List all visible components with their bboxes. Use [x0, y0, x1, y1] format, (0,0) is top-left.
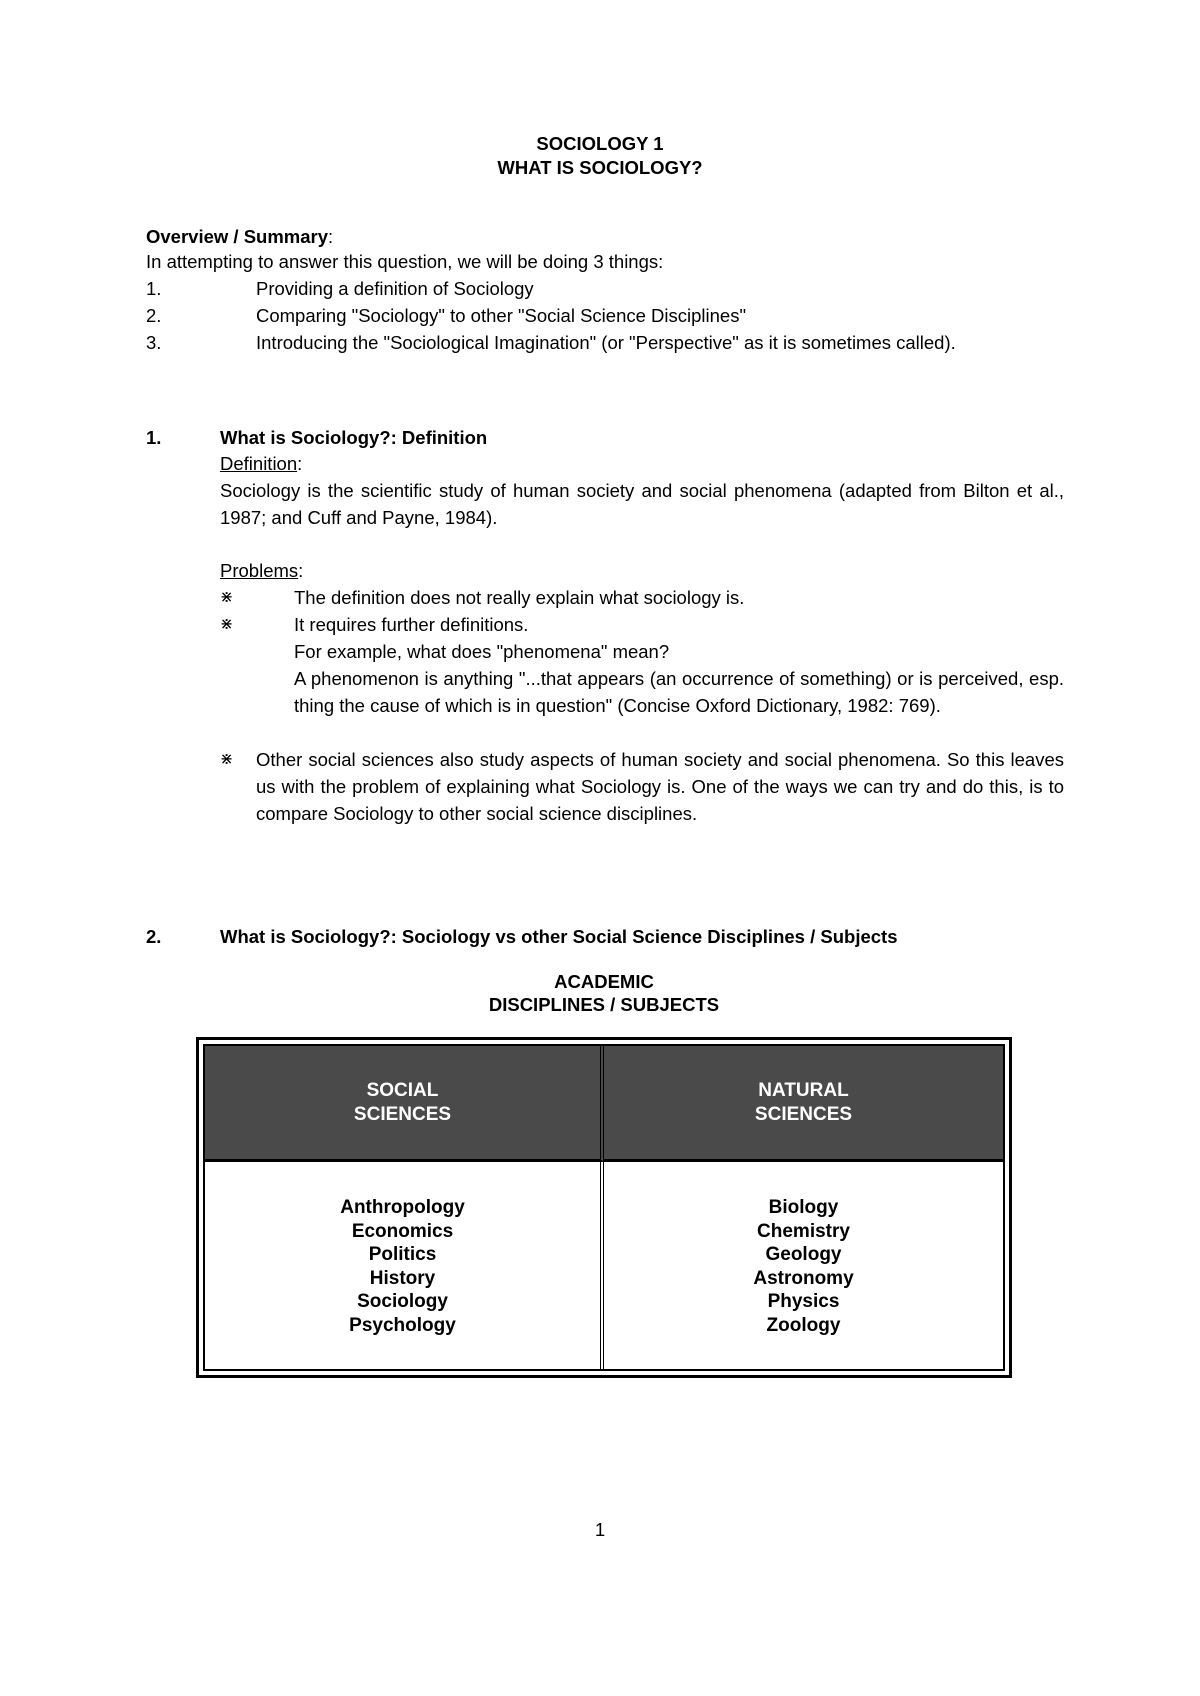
- bullet-icon: ⋇: [220, 616, 234, 633]
- bullet-icon: ⋇: [220, 751, 234, 768]
- overview-colon: :: [328, 226, 334, 247]
- list-item: Geology: [765, 1244, 842, 1265]
- problems-label: Problems: [220, 560, 299, 581]
- natural-sciences-header-line2: SCIENCES: [754, 1103, 853, 1125]
- overview-heading-line: [146, 223, 333, 250]
- list-item: Economics: [351, 1220, 454, 1242]
- problems-label-line: Problems:: [220, 560, 304, 581]
- problem-2-example: For example, what does "phenomena" mean?: [294, 641, 670, 662]
- section1-number: 1.: [146, 427, 162, 448]
- social-sciences-header-line2: SCIENCES: [353, 1103, 452, 1125]
- definition-label: Definition: [220, 453, 298, 474]
- problem-2-detail: A phenomenon is anything "...that appears (an occurrence of something) or is perceived, esp. thing the cause of which is in question" (Concise Oxford Dictionary, 1982: 769).: [294, 668, 1064, 716]
- overview-item-3-num: 3.: [146, 332, 162, 353]
- list-item: Politics: [368, 1244, 437, 1265]
- natural-sciences-header-line1: NATURAL: [758, 1079, 849, 1101]
- list-item: Biology: [768, 1197, 839, 1218]
- social-sciences-header-line1: SOCIAL: [366, 1079, 439, 1101]
- list-item: Chemistry: [757, 1220, 850, 1242]
- table-title-line1: ACADEMIC: [554, 971, 654, 992]
- table-title-line2: DISCIPLINES / SUBJECTS: [488, 994, 720, 1015]
- section2-heading: What is Sociology?: Sociology vs other Social Science Disciplines / Subjects: [220, 926, 898, 947]
- overview-heading: Overview / Summary: [146, 226, 329, 247]
- definition-label-line: Definition:: [220, 453, 303, 474]
- list-item: Physics: [767, 1291, 840, 1312]
- overview-item-2-text: Comparing "Sociology" to other "Social Science Disciplines": [256, 305, 747, 326]
- list-item: Astronomy: [753, 1267, 854, 1289]
- social-sciences-header: [205, 1046, 604, 1162]
- list-item: Sociology: [357, 1291, 448, 1312]
- page-number: 1: [594, 1519, 606, 1540]
- problem-1: The definition does not really explain what sociology is.: [294, 587, 745, 608]
- natural-sciences-list: [604, 1162, 1003, 1369]
- natural-sciences-header: [604, 1046, 1003, 1162]
- overview-item-1-num: 1.: [146, 278, 162, 299]
- list-item: Psychology: [349, 1314, 456, 1336]
- list-item: History: [369, 1267, 436, 1289]
- section1-heading: What is Sociology?: Definition: [220, 427, 488, 448]
- social-sciences-list: [205, 1162, 604, 1369]
- overview-item-1-text: Providing a definition of Sociology: [256, 278, 534, 299]
- problem-3: Other social sciences also study aspects of human society and social phenomena. So this leaves us with the problem of explaining what Sociology is. One of the ways we can try and do this, is to compare Sociology to other social science disciplines.: [256, 749, 1064, 824]
- definition-text: Sociology is the scientific study of human society and social phenomena (adapted from Bilton et al., 1987; and Cuff and Payne, 1984).: [220, 480, 1064, 528]
- list-item: Anthropology: [340, 1197, 465, 1218]
- problem-2: It requires further definitions.: [294, 614, 529, 635]
- bullet-icon: ⋇: [220, 589, 234, 606]
- disciplines-table-grid: [203, 1044, 1005, 1371]
- disciplines-table: [196, 1037, 1012, 1378]
- overview-item-3-text: Introducing the "Sociological Imagination" (or "Perspective" as it is sometimes called).: [256, 332, 956, 353]
- section2-number: 2.: [146, 926, 162, 947]
- document-course: SOCIOLOGY 1: [536, 133, 664, 154]
- overview-intro: In attempting to answer this question, we will be doing 3 things:: [146, 251, 664, 272]
- document-title: WHAT IS SOCIOLOGY?: [497, 157, 703, 178]
- overview-item-2-num: 2.: [146, 305, 162, 326]
- list-item: Zoology: [766, 1314, 841, 1336]
